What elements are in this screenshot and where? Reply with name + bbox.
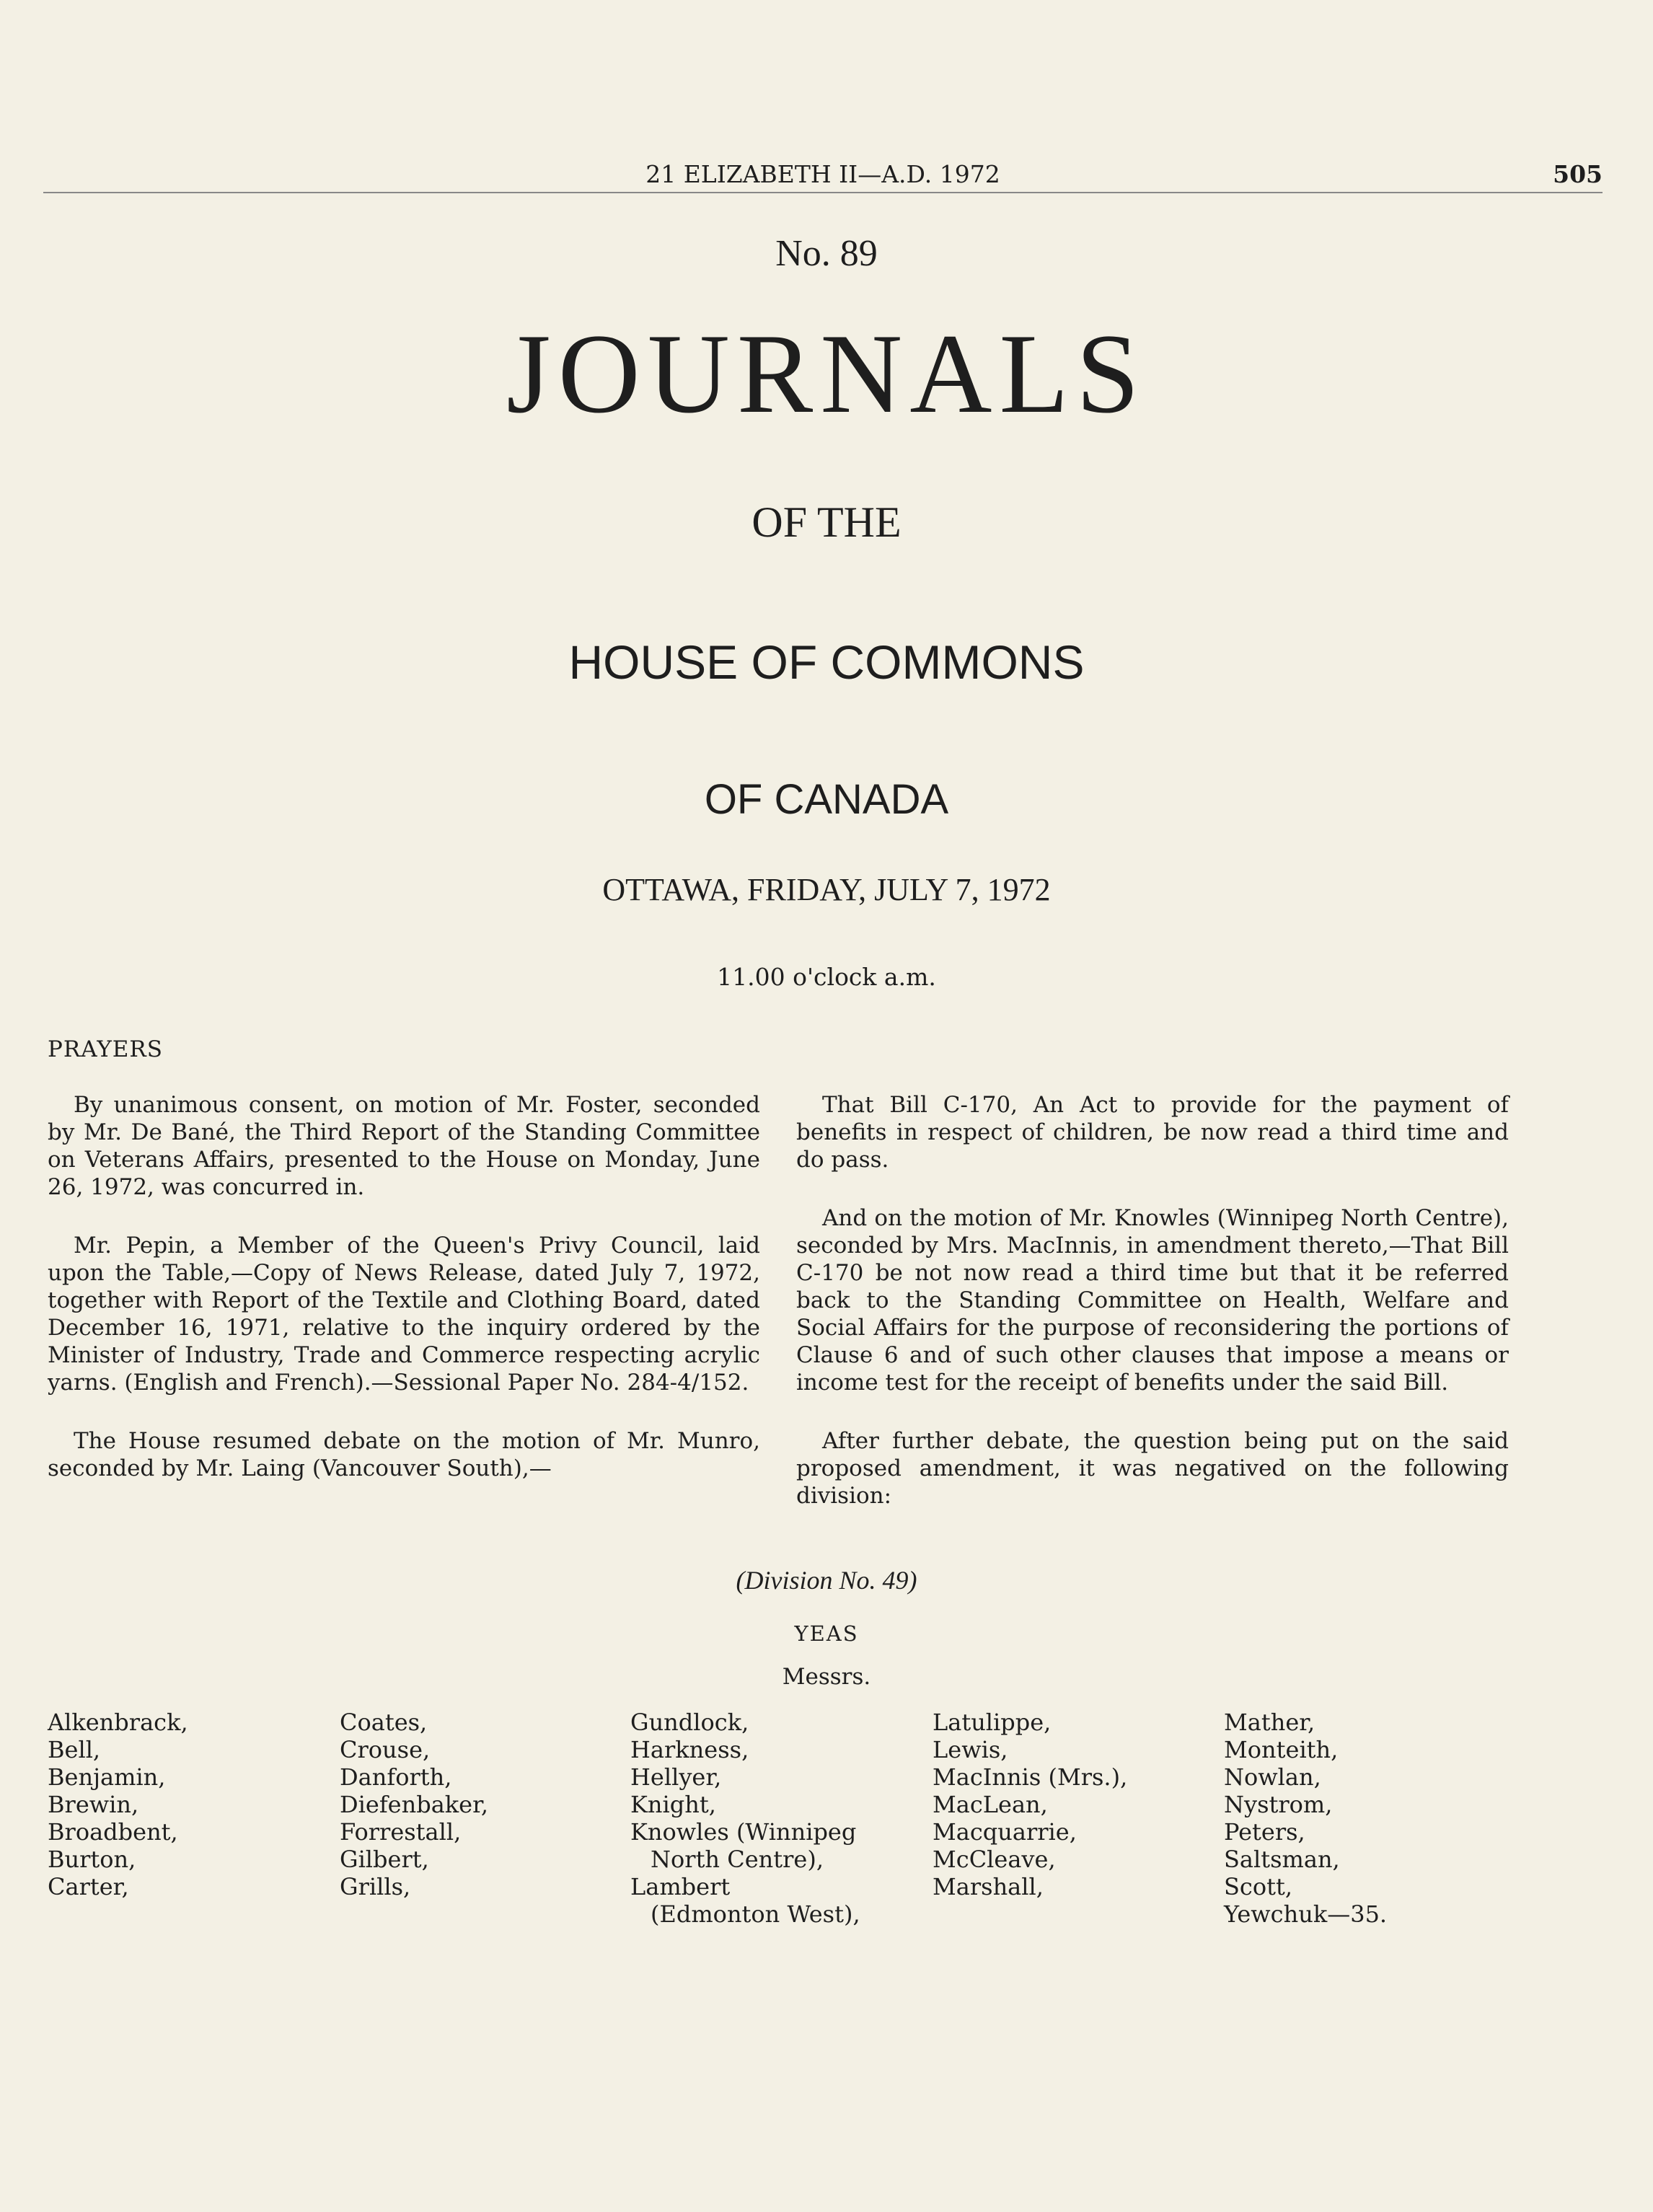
- member-name: Mather,: [1224, 1709, 1315, 1736]
- house-of-commons-title: HOUSE OF COMMONS: [568, 635, 1085, 689]
- member-name: Lewis,: [933, 1736, 1008, 1763]
- member-name: Hellyer,: [630, 1763, 722, 1791]
- member-name: Marshall,: [933, 1873, 1044, 1900]
- page-number: 505: [1553, 160, 1603, 188]
- member-name: Nystrom,: [1224, 1791, 1333, 1818]
- member-name: Gilbert,: [340, 1846, 429, 1873]
- member-name: North Centre),: [651, 1846, 824, 1873]
- member-name: Brewin,: [48, 1791, 139, 1818]
- of-the-line: OF THE: [751, 498, 902, 546]
- member-name: Danforth,: [340, 1763, 452, 1791]
- member-name: Burton,: [48, 1846, 136, 1873]
- date-line: OTTAWA, FRIDAY, JULY 7, 1972: [602, 872, 1051, 907]
- member-name: Benjamin,: [48, 1763, 166, 1791]
- division-title: (Division No. 49): [736, 1566, 917, 1595]
- running-head-title: 21 ELIZABETH II—A.D. 1972: [645, 160, 1000, 188]
- member-name: MacLean,: [933, 1791, 1048, 1818]
- paragraph: Mr. Pepin, a Member of the Queen's Privy Council, laid upon the Table,—Copy of News Release, dated July 7, 1972, together with Report of the Textile and Clothing Board, dated December 16, 1971, relative to the inquiry ordered by the Minister of Industry, Trade and Commerce respecting acrylic yarns. (English and French).—Sessional Paper No. 284-4/152.: [48, 1233, 760, 1396]
- member-name: McCleave,: [933, 1846, 1056, 1873]
- member-name: Scott,: [1224, 1873, 1292, 1900]
- paragraph: The House resumed debate on the motion of Mr. Munro, seconded by Mr. Laing (Vancouver South),—: [48, 1428, 760, 1481]
- names-column-2: [340, 1709, 488, 1900]
- running-head: [43, 160, 1603, 193]
- right-column: [796, 1091, 1509, 1541]
- member-name: (Edmonton West),: [651, 1900, 860, 1928]
- member-name: MacInnis (Mrs.),: [933, 1763, 1128, 1791]
- member-name: Gundlock,: [630, 1709, 749, 1736]
- paragraph: By unanimous consent, on motion of Mr. Foster, seconded by Mr. De Bané, the Third Report of the Standing Committee on Veterans Affairs, presented to the House on Monday, June 26, 1972, was concurred in.: [48, 1092, 760, 1200]
- member-name: Nowlan,: [1224, 1763, 1321, 1791]
- member-name: Grills,: [340, 1873, 411, 1900]
- member-name: Crouse,: [340, 1736, 431, 1763]
- member-name: Broadbent,: [48, 1818, 178, 1846]
- member-name: Harkness,: [630, 1736, 749, 1763]
- member-name: Monteith,: [1224, 1736, 1339, 1763]
- member-name: Forrestall,: [340, 1818, 462, 1846]
- names-column-1: [48, 1709, 188, 1900]
- member-name: Macquarrie,: [933, 1818, 1077, 1846]
- member-name: Knight,: [630, 1791, 716, 1818]
- member-name: Diefenbaker,: [340, 1791, 489, 1818]
- journals-title: JOURNALS: [506, 311, 1147, 437]
- yeas-label: YEAS: [794, 1621, 859, 1646]
- member-name: Bell,: [48, 1736, 101, 1763]
- messrs-label: Messrs.: [782, 1664, 871, 1690]
- paragraph: After further debate, the question being put on the said proposed amendment, it was negatived on the following division:: [796, 1428, 1509, 1509]
- time-line: 11.00 o'clock a.m.: [717, 963, 936, 991]
- paragraph: That Bill C-170, An Act to provide for the payment of benefits in respect of children, be now read a third time and do pass.: [796, 1092, 1509, 1173]
- member-name: Coates,: [340, 1709, 428, 1736]
- member-name: Lambert: [630, 1873, 731, 1900]
- member-name: Saltsman,: [1224, 1846, 1340, 1873]
- member-name: Latulippe,: [933, 1709, 1052, 1736]
- of-canada-line: OF CANADA: [704, 776, 949, 823]
- names-column-3: [630, 1709, 860, 1928]
- names-column-4: [933, 1709, 1127, 1900]
- member-name: Carter,: [48, 1873, 129, 1900]
- member-name: Peters,: [1224, 1818, 1305, 1846]
- prayers-heading: PRAYERS: [48, 1036, 164, 1062]
- member-name: Alkenbrack,: [48, 1709, 188, 1736]
- issue-number: No. 89: [775, 233, 878, 274]
- member-name: Yewchuk—35.: [1224, 1900, 1388, 1928]
- paragraph: And on the motion of Mr. Knowles (Winnipeg North Centre), seconded by Mrs. MacInnis, in amendment thereto,—That Bill C-170 be not now read a third time but that it be referred back to the Standing Committee on Health, Welfare and Social Affairs for the purpose of reconsidering the portions of Clause 6 and of such other clauses that impose a means or income test for the receipt of benefits under the said Bill.: [796, 1205, 1509, 1396]
- names-column-5: [1224, 1709, 1387, 1928]
- left-column: [48, 1091, 760, 1513]
- member-name: Knowles (Winnipeg: [630, 1818, 857, 1846]
